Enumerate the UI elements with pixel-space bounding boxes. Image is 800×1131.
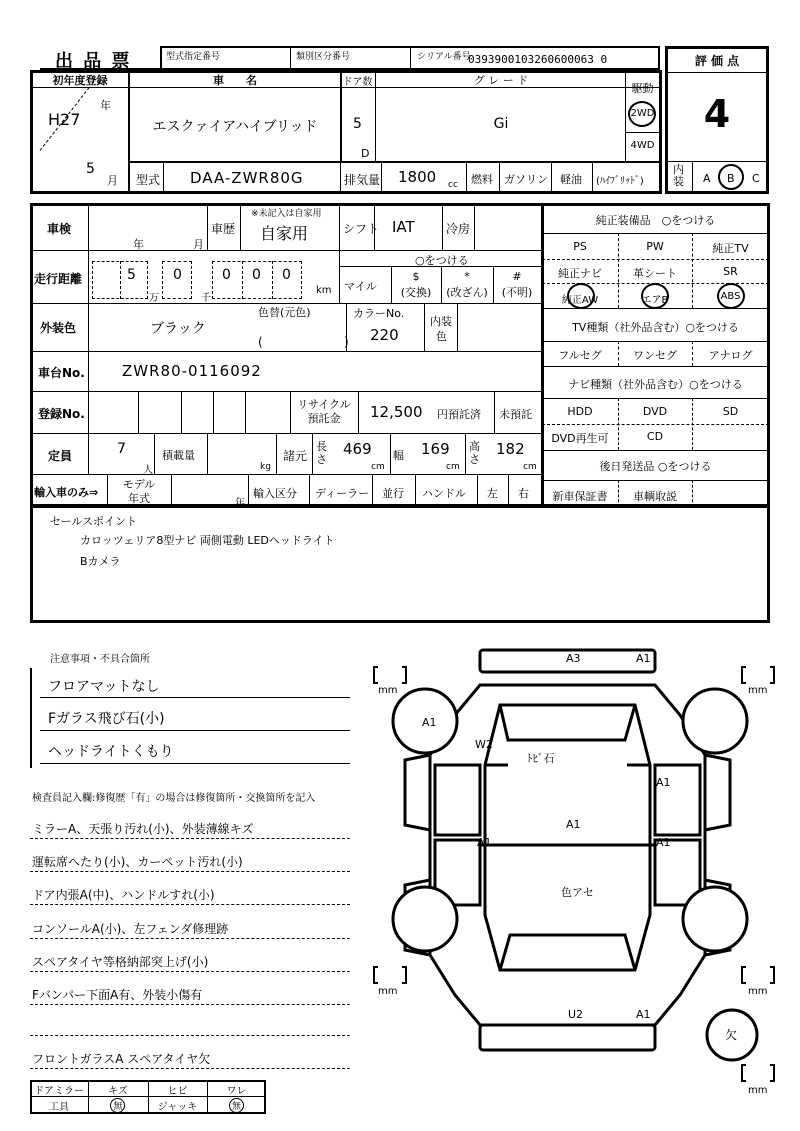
- interior-color-line2: 色: [436, 330, 447, 343]
- sales-label: セールスポイント: [50, 515, 138, 528]
- grade-value: Gi: [493, 116, 509, 132]
- import-only-label: 輸入車のみ⇒: [34, 486, 99, 499]
- category-number-label: 類別区分番号: [296, 52, 351, 62]
- color-no-value: 220: [370, 326, 399, 344]
- mileage-digit-d: 0: [252, 267, 261, 283]
- first-reg-label: 初年度登録: [52, 74, 108, 87]
- year-unit: 年: [100, 99, 111, 112]
- mileage-digit-a: 5: [127, 267, 136, 283]
- car-diagram: [360, 625, 780, 1105]
- mark-spare: 欠: [725, 1028, 738, 1042]
- navi-hdd: HDD: [567, 405, 593, 418]
- interior-b-circle: [718, 164, 744, 190]
- mark-right-a1-mid: A1: [656, 836, 671, 849]
- tire-front-right: [683, 887, 747, 951]
- note-item-1: フロアマットなし: [48, 679, 160, 695]
- navi-dvd-play: DVD再生可: [551, 432, 609, 445]
- mark-tire-a1: A1: [422, 716, 437, 729]
- navi-sd: SD: [722, 405, 739, 418]
- model-year-unit: 年: [235, 498, 245, 509]
- legend-tool-none: 無: [113, 1102, 123, 1112]
- legend-scratch: キズ: [108, 1086, 128, 1097]
- mm-spare: mm: [748, 1085, 768, 1096]
- fuel-gasoline: ガソリン: [504, 173, 548, 186]
- recycle-label-2: 預託金: [307, 412, 341, 425]
- interior-label: 内装: [673, 163, 684, 188]
- mileage-digit-b: 0: [173, 267, 182, 283]
- note-item-2: Fガラス飛び石(小): [48, 711, 165, 727]
- drive-2wd: 2WD: [630, 108, 655, 119]
- equip-airbag: エアB: [641, 295, 669, 306]
- later-manual: 車輌取説: [633, 490, 677, 503]
- equip-pw: PW: [646, 240, 664, 253]
- inspector-line-2: 運転席へたり(小)、カーペット汚れ(小): [32, 855, 243, 869]
- genuine-title: 純正装備品 ○をつける: [595, 214, 716, 227]
- mark-front-u2: U2: [568, 1008, 584, 1021]
- equip-genuine-aw: 純正AW: [561, 295, 599, 306]
- navi-dvd: DVD: [642, 405, 668, 418]
- recycle-value: 12,500: [370, 403, 423, 421]
- doors-value: 5: [353, 116, 362, 132]
- equip-airbag-circle: [641, 283, 669, 309]
- month-value: 5: [86, 161, 95, 177]
- height-unit: cm: [523, 462, 537, 472]
- import-class-label: 輸入区分: [253, 487, 297, 500]
- capacity-label: 定員: [48, 449, 73, 463]
- mark-w2: W2: [475, 738, 493, 751]
- serial-label: シリアル番号: [417, 52, 471, 62]
- legend-jack: ジャッキ: [157, 1102, 198, 1113]
- door-type: D: [361, 147, 370, 160]
- inspector-line-5: スペアタイヤ等格納部突上げ(小): [32, 955, 209, 969]
- legend-tool: 工具: [49, 1102, 69, 1113]
- equip-genuine-navi: 純正ナビ: [558, 267, 602, 280]
- capacity-value: 7: [117, 441, 126, 457]
- displacement-label: 排気量: [344, 173, 381, 187]
- capacity-unit: 人: [143, 465, 153, 476]
- chassis-label: 車台No.: [38, 366, 85, 380]
- mileage-digit-e: 0: [282, 267, 291, 283]
- length-value: 469: [343, 440, 372, 458]
- equip-abs-circle: [717, 283, 745, 309]
- displacement-unit: cc: [448, 180, 458, 190]
- mark-rear-a3: A3: [566, 652, 581, 665]
- navi-title: ナビ種類（社外品含む）○をつける: [568, 378, 743, 391]
- model-designation-label: 型式指定番号: [166, 52, 221, 62]
- tv-oneseg: ワンセグ: [633, 349, 677, 362]
- displacement-value: 1800: [398, 168, 437, 186]
- height-value: 182: [496, 440, 525, 458]
- tire-rear-right: [683, 689, 747, 753]
- inspector-line-3: ドア内張A(中)、ハンドルすれ(小): [32, 888, 215, 902]
- exterior-value: ブラック: [150, 321, 206, 337]
- tv-fullseg: フルセグ: [558, 349, 602, 362]
- note-item-3: ヘッドライトくもり: [48, 744, 174, 760]
- interior-a: A: [703, 172, 711, 185]
- inspector-line-4: コンソールA(小)、左フェンダ修理跡: [32, 922, 229, 936]
- history-value: 自家用: [260, 224, 309, 243]
- tv-title: TV種類（社外品含む）○をつける: [572, 321, 739, 334]
- width-unit: cm: [446, 462, 460, 472]
- length-unit: cm: [371, 462, 385, 472]
- chassis-value: ZWR80-0116092: [122, 362, 262, 380]
- man-unit: 万: [149, 293, 159, 304]
- inspection-label: 車検: [47, 222, 72, 236]
- mm-rear-left: mm: [378, 685, 398, 696]
- left-label: 左: [487, 487, 498, 500]
- dims-label: 諸元: [283, 449, 308, 463]
- model-year-label-1: モデル: [122, 478, 156, 491]
- km-unit: km: [316, 285, 332, 296]
- car-name-label: 車 名: [213, 74, 257, 87]
- recycle-label-1: リサイクル: [297, 398, 351, 411]
- interior-color-line1: 内装: [430, 315, 452, 328]
- sales-line-2: Bカメラ: [80, 555, 121, 568]
- recycle-not: 未預託: [499, 408, 532, 421]
- model-year-label-2: 年式: [128, 492, 150, 505]
- mileage-label: 走行距離: [34, 272, 83, 286]
- altered-sym: *: [464, 270, 470, 283]
- equip-abs: ABS: [720, 291, 741, 302]
- legend-mirror: ドアミラー: [34, 1086, 84, 1097]
- color-no-label: カラーNo.: [353, 307, 405, 320]
- drive-2wd-circle: [628, 101, 656, 127]
- equip-aw-circle: [567, 283, 595, 309]
- later-warranty: 新車保証書: [552, 490, 608, 503]
- shift-label: シフト: [343, 222, 380, 236]
- handle-label: ハンドル: [422, 487, 466, 500]
- mileage-digit-c: 0: [222, 267, 231, 283]
- recycle-unit: 円預託済: [437, 408, 481, 421]
- shift-value: IAT: [392, 218, 415, 236]
- paren-open: (: [258, 335, 263, 349]
- tv-analog: アナログ: [708, 349, 753, 362]
- length-label: 長さ: [316, 440, 327, 466]
- serial-number: 0393900103260600063 0: [468, 53, 608, 66]
- repaint-label: 色替(元色): [258, 306, 311, 319]
- tire-front-left: [393, 887, 457, 951]
- mm-front-right: mm: [748, 986, 768, 997]
- exchanged-sym: $: [412, 270, 420, 283]
- legend-jack-none: 無: [231, 1102, 241, 1112]
- mark-right-a1-top: A1: [656, 776, 671, 789]
- sen-unit: 千: [201, 293, 211, 304]
- inspection-year-unit: 年: [133, 238, 144, 251]
- mark-tobiishi: ﾄﾋﾞ石: [527, 752, 555, 765]
- score-value: 4: [703, 92, 731, 136]
- legend-break: ワレ: [226, 1086, 247, 1097]
- inspector-line-1: ミラーA、天張り汚れ(小)、外装薄線キズ: [32, 822, 254, 836]
- load-label: 積載量: [162, 449, 195, 462]
- equip-leather: 革シート: [633, 267, 677, 280]
- score-label: 評 価 点: [694, 54, 740, 68]
- width-label: 幅: [393, 449, 404, 462]
- form-title: 出 品 票: [55, 51, 132, 72]
- legend-crack: ヒビ: [167, 1086, 188, 1097]
- inspection-month-unit: 月: [193, 238, 204, 251]
- width-value: 169: [421, 440, 450, 458]
- month-unit: 月: [107, 174, 118, 187]
- year-era: H27: [48, 110, 81, 129]
- model-value: DAA-ZWR80G: [190, 169, 304, 187]
- inspector-label: 検査員記入欄:修復歴「有」の場合は修復箇所・交換箇所を記入: [32, 793, 316, 804]
- doors-label: ドア数: [342, 77, 373, 88]
- altered-text: (改ざん): [446, 286, 488, 299]
- interior-c: C: [752, 172, 760, 185]
- unknown-text: (不明): [501, 286, 533, 299]
- inspector-line-6: Fバンパー下面A有、外装小傷有: [32, 988, 203, 1002]
- exterior-label: 外装色: [40, 321, 77, 335]
- sales-line-1: カロッツェリア8型ナビ 両側電動 LEDヘッドライト: [80, 534, 335, 547]
- mark-front-a1: A1: [636, 1008, 651, 1021]
- parallel-label: 並行: [382, 487, 404, 500]
- fuel-label: 燃料: [471, 173, 493, 186]
- mark-instruction: ○をつける: [415, 254, 469, 267]
- fuel-diesel: 軽油: [560, 173, 582, 186]
- model-label: 型式: [136, 173, 161, 187]
- mm-rear-right: mm: [748, 685, 768, 696]
- notes-label: 注意事項・不具合箇所: [50, 654, 150, 665]
- right-label: 右: [518, 487, 529, 500]
- mark-center-a1: A1: [566, 818, 581, 831]
- mm-front-left: mm: [378, 986, 398, 997]
- sales-point-box: [30, 505, 770, 623]
- exchanged-text: (交換): [400, 286, 432, 299]
- grade-label: グ レ ー ド: [473, 74, 529, 87]
- navi-cd: CD: [646, 430, 664, 443]
- mark-left-a1: A1: [477, 836, 492, 849]
- drive-4wd: 4WD: [630, 140, 655, 151]
- car-name-value: エスクァイアハイブリッド: [152, 119, 318, 135]
- inspector-line-8: フロントガラスA スペアタイヤ欠: [32, 1052, 211, 1066]
- ac-label: 冷房: [446, 222, 471, 236]
- fuel-hybrid: (ﾊｲﾌﾞﾘｯﾄﾞ): [596, 176, 644, 187]
- mile-label: マイル: [344, 280, 377, 293]
- equip-sr: SR: [723, 265, 738, 278]
- load-kg-unit: kg: [260, 462, 271, 472]
- mark-rear-a1: A1: [636, 652, 651, 665]
- history-note: ※未記入は自家用: [251, 209, 322, 219]
- equip-genuine-tv: 純正TV: [712, 242, 749, 255]
- paren-close: ): [344, 335, 349, 349]
- drive-label: 駆動: [631, 82, 654, 95]
- equip-ps: PS: [573, 240, 587, 253]
- mark-iroase: 色アセ: [561, 886, 594, 899]
- reg-label: 登録No.: [38, 407, 85, 421]
- history-label: 車歴: [211, 222, 236, 236]
- interior-b: B: [727, 172, 735, 185]
- unknown-sym: #: [512, 270, 522, 283]
- dealer-label: ディーラー: [315, 487, 370, 500]
- height-label: 高さ: [469, 440, 480, 466]
- later-title: 後日発送品 ○をつける: [599, 460, 712, 473]
